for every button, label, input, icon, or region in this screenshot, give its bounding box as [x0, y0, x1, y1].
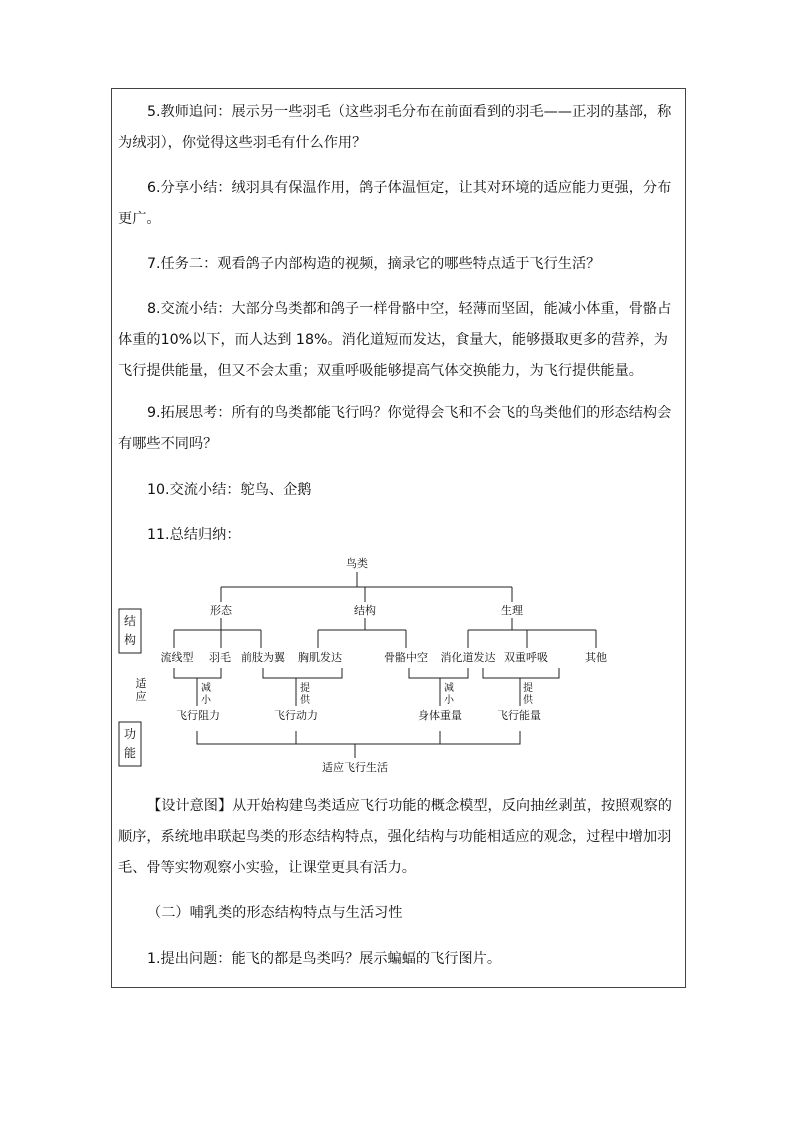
diagram-leaf-other: 其他: [585, 651, 607, 664]
diagram-root: 鸟类: [346, 557, 368, 570]
diagram-func-energy: 飞行能量: [497, 709, 541, 722]
paragraph-9: 9.拓展思考：所有的鸟类都能飞行吗？你觉得会飞和不会飞的鸟类他们的形态结构会有哪些不同吗？: [118, 405, 672, 452]
diagram-leaf-feathers: 羽毛: [209, 651, 231, 664]
diagram-leaf-wings: 前肢为翼: [241, 651, 285, 664]
diagram-verb-provide-4b: 供: [523, 695, 533, 706]
diagram-leaf-streamlined: 流线型: [160, 651, 194, 664]
diagram-branch-physiology: 生理: [501, 604, 523, 617]
diagram-func-weight: 身体重量: [418, 709, 462, 722]
paragraph-7: 7.任务二：观看鸽子内部构造的视频，摘录它的哪些特点适于飞行生活？: [147, 256, 601, 272]
diagram-connectors: [119, 572, 596, 766]
diagram-branch-structure: 结构: [354, 604, 376, 617]
design-intent: 【设计意图】从开始构建鸟类适应飞行功能的概念模型，反向抽丝剥茧，按照观察的顺序，系统地串联起鸟类的形态结构特点，强化结构与功能相适应的观念，过程中增加羽毛、骨等实物观察小实验，让课堂更具有活力。: [118, 798, 672, 876]
question-1: 1.提出问题：能飞的都是鸟类吗？展示蝙蝠的飞行图片。: [147, 951, 502, 967]
diagram-leaf-double-breathing: 双重呼吸: [504, 651, 548, 664]
paragraph-10: 10.交流小结：鸵鸟、企鹅: [147, 482, 312, 498]
diagram-leaf-chest-muscle: 胸肌发达: [298, 651, 342, 664]
side-function-1: 功: [123, 727, 137, 741]
diagram-verb-provide-2a: 提: [300, 683, 310, 694]
section-mammals-heading: （二）哺乳类的形态结构特点与生活习性: [147, 905, 403, 921]
paragraph-5: 5.教师追问：展示另一些羽毛（这些羽毛分布在前面看到的羽毛——正羽的基部，称为绒羽），你觉得这些羽毛有什么作用？: [118, 104, 672, 151]
diagram-func-power: 飞行动力: [274, 709, 318, 722]
diagram-verb-reduce-3a: 减: [444, 683, 454, 694]
side-function-2: 能: [123, 746, 137, 760]
paragraph-8: 8.交流小结：大部分鸟类都和鸽子一样骨骼中空，轻薄而坚固，能减小体重，骨骼占体重的10%以下，而人达到 18%。消化道短而发达，食量大，能够摄取更多的营养，为飞行提供能量，但又不会太重；双重呼吸能够提高气体交换能力，为飞行提供能量。: [118, 301, 672, 379]
paragraph-11: 11.总结归纳：: [147, 527, 241, 543]
side-structure-2: 构: [123, 633, 137, 647]
diagram-bottom: 适应飞行生活: [322, 761, 388, 774]
diagram-func-drag: 飞行阻力: [176, 709, 220, 722]
diagram-verb-reduce-3b: 小: [444, 695, 454, 706]
side-adapt-2: 应: [135, 690, 147, 703]
diagram-verb-provide-2b: 供: [300, 695, 310, 706]
diagram-verb-reduce-1a: 减: [201, 683, 211, 694]
diagram-leaf-hollow-bones: 骨骼中空: [384, 651, 428, 664]
diagram-verb-reduce-1b: 小: [201, 695, 211, 706]
paragraph-6: 6.分享小结：绒羽具有保温作用，鸽子体温恒定，让其对环境的适应能力更强，分布更广。: [118, 180, 672, 227]
diagram-leaf-digestive: 消化道发达: [440, 651, 496, 664]
side-structure-1: 结: [123, 614, 137, 628]
diagram-branch-morphology: 形态: [210, 604, 232, 617]
side-adapt-1: 适: [135, 677, 147, 690]
diagram-verb-provide-4a: 提: [523, 683, 533, 694]
